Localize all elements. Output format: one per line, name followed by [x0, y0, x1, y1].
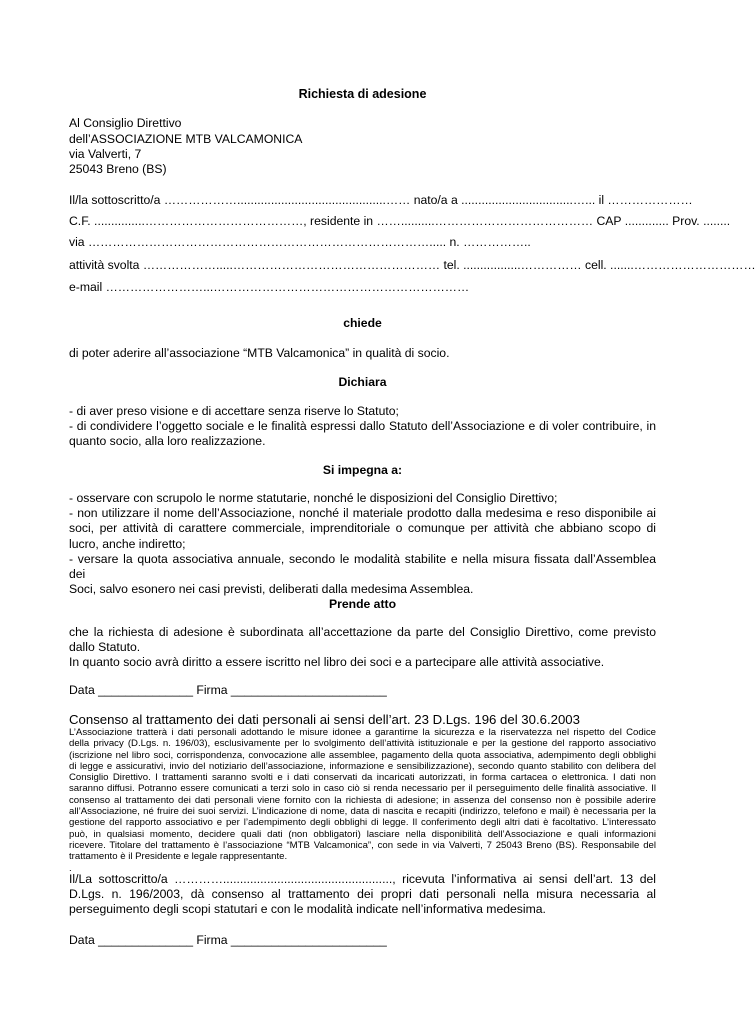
street-line: via …………………………………………………………………………..... n. …………….. [69, 235, 531, 249]
consent-line: D.Lgs. n. 196/2003, dà consenso al trattamento dei propri dati personali nella misura necessaria al [69, 887, 656, 902]
privacy-line: L’Associazione tratterà i dati personali adottando le misure idonee a garantirne la sicurezza e la riservatezza nel rispetto del Codice [69, 727, 656, 738]
impegna-line: soci, per attività di carattere commerciale, imprenditoriale o comunque per attività che abbiano scopo di [69, 521, 656, 536]
document-title: Richiesta di adesione [298, 87, 427, 101]
privacy-line: Consiglio Direttivo. I trattamenti saranno svolti e i dati conservati da incaricati autorizzati, in forma cartacea o elettronica. I dati non [69, 772, 656, 784]
dichiara-heading: Dichiara [338, 375, 387, 389]
impegna-line: Soci, salvo esonero nei casi previsti, deliberati dalla medesima Assemblea. [69, 582, 474, 597]
privacy-line: di legge e assicurativi, invio del notiziario dell’associazione, informazione e sensibilizzazione), secondo quanto stabilito con delibera del [69, 760, 656, 772]
dichiara-text [69, 404, 656, 450]
privacy-line: ricevere. Titolare del trattamento è l’associazione “MTB Valcamonica”, con sede in via Valverti, 7 25043 Breno (BS). Responsabile del [69, 839, 656, 851]
prende-line: dallo Statuto. [69, 640, 141, 655]
impegna-line: - non utilizzare il nome dell’Associazione, nonché il materiale prodotto dalla medesima e reso disponibile ai [69, 506, 656, 521]
prende-line: In quanto socio avrà diritto a essere iscritto nel libro dei soci e a partecipare alle attività associative. [69, 655, 605, 670]
privacy-line: (iscrizione nel libro soci, corrispondenza, convocazione alle assemblee, pagamento della quota associativa, adempimento degli obblighi [69, 749, 656, 761]
privacy-line: gestione del rapporto associativo e per l’adempimento degli obblighi di legge. Il conferimento degli altri dati è facoltativo. L’interessato [69, 817, 656, 829]
chiede-heading: chiede [343, 316, 382, 330]
impegna-heading: Si impegna a: [322, 463, 403, 477]
signature-line-2: Data ______________ Firma _______________________ [69, 933, 387, 947]
name-birth-line: Il/la sottoscritto/a ………………............................................…… nato/a a .................................…... il ………………… [69, 193, 693, 207]
privacy-line: all’Associazione, né fruire dei suoi servizi. L’indicazione di nome, data di nascita e recapiti (indirizzo, telefono e mail) è necessaria per la [69, 806, 656, 818]
privacy-line: . [69, 862, 72, 874]
privacy-line: può, in qualsiasi momento, decidere quali dati (non obbligatori) lasciare nella disponibilità dell’Associazione e quali informazioni [69, 828, 656, 840]
address-line: Al Consiglio Direttivo [69, 116, 182, 130]
consent-declaration [69, 872, 656, 918]
impegna-line: lucro, anche indiretto; [69, 536, 186, 551]
dichiara-line: - di aver preso visione e di accettare senza riserve lo Statuto; [69, 404, 399, 418]
prende-line: che la richiesta di adesione è subordinata all’accettazione da parte del Consiglio Direttivo, come previsto [69, 625, 656, 639]
privacy-line: consenso al trattamento dei dati personali viene fornito con la richiesta di adesione; in assenza del consenso non è possibile aderire [69, 794, 656, 806]
consent-line: Il/La sottoscritto/a ………….................................................., ricevuta l’informativa ai sensi dell’art. 13 del [69, 872, 656, 886]
privacy-notice [69, 727, 656, 874]
consenso-title: Consenso al trattamento dei dati personali ai sensi dell’art. 23 D.Lgs. 196 del 30.6.2003 [69, 712, 580, 727]
prende-text [69, 625, 656, 671]
dichiara-line: - di condividere l’oggetto sociale e le finalità espressi dallo Statuto dell’Associazione e di voler contribuire, in [69, 419, 656, 434]
tax-residence-line: C.F. ...............…………………………………, residente in ……..........………………………………… CAP ............. Prov. ........ [69, 214, 731, 228]
activity-phone-line: attività svolta ……………….....…………………………………………… tel. .................…………… cell. .......………………………… [69, 258, 756, 272]
privacy-line: trattamento è il Presidente e legale rappresentante. [69, 851, 288, 863]
address-line: 25043 Breno (BS) [69, 162, 167, 176]
address-line: via Valverti, 7 [69, 147, 142, 161]
privacy-line: della privacy (D.Lgs. n. 196/03), esclusivamente per lo svolgimento dell’attività istituzionale e per la gestione del rapporto associativo [69, 738, 656, 750]
dichiara-line: quanto socio, alla loro realizzazione. [69, 434, 266, 449]
impegna-line: - osservare con scrupolo le norme statutarie, nonché le disposizioni del Consiglio Direttivo; [69, 491, 558, 505]
signature-line: Data ______________ Firma _______________________ [69, 683, 387, 697]
impegna-text [69, 491, 656, 597]
address-line: dell’ASSOCIAZIONE MTB VALCAMONICA [69, 132, 303, 146]
prende-heading: Prende atto [328, 597, 397, 611]
impegna-line: - versare la quota associativa annuale, secondo le modalità stabilite e nella misura fissata dall’Assemblea dei [69, 551, 656, 582]
chiede-text: di poter aderire all’associazione “MTB Valcamonica” in qualità di socio. [69, 346, 450, 360]
privacy-line: saranno diffusi. Potranno essere comunicati a terzi solo in caso ciò si renda necessario per il perseguimento delle finalità associative. Il [69, 783, 656, 795]
consent-line: perseguimento degli scopi statutari e con le modalità indicate nell’informativa medesima. [69, 902, 546, 917]
email-line: e-mail ……………………...……………………………………………………… [69, 280, 470, 294]
